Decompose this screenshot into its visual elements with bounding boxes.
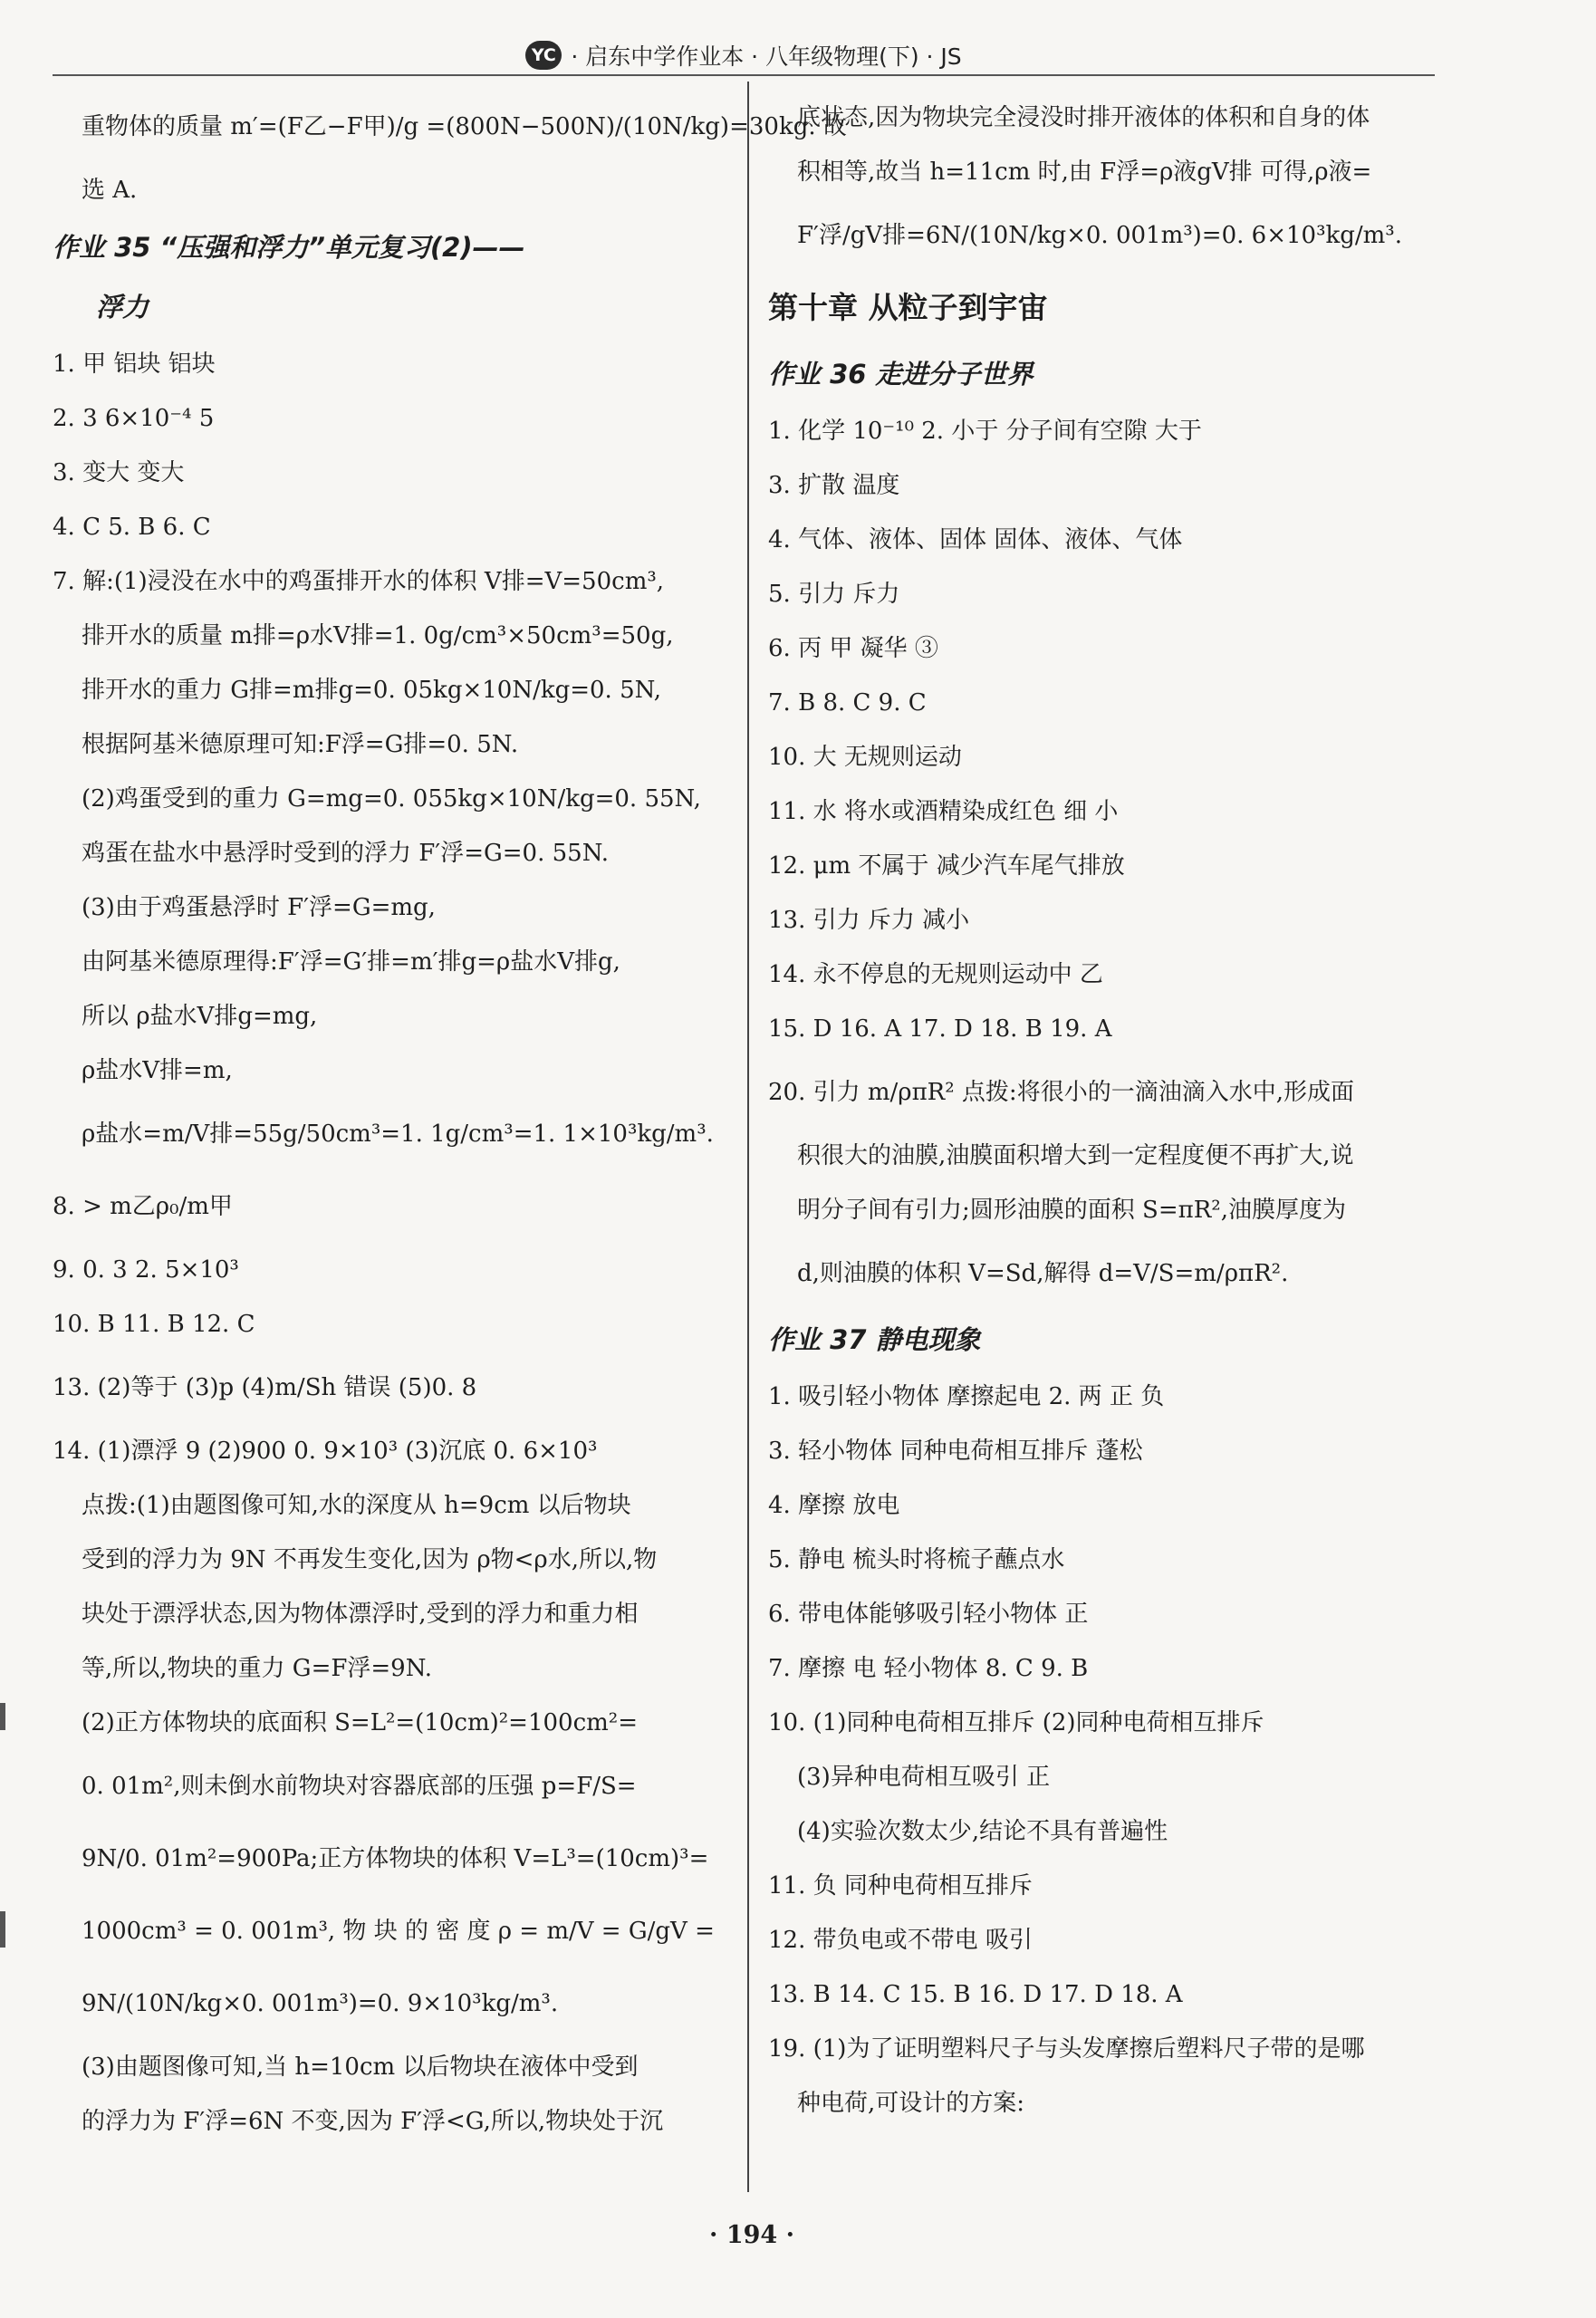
right-column bbox=[768, 91, 1447, 2130]
answer-line: d,则油膜的体积 V=Sd,解得 d=V/S=m/ρπR². bbox=[797, 1260, 1289, 1287]
answer-line: 5. 静电 梳头时将梳子蘸点水 bbox=[768, 1546, 1065, 1573]
answer-line: 12. μm 不属于 减少汽车尾气排放 bbox=[768, 852, 1125, 880]
answer-line: 19. (1)为了证明塑料尺子与头发摩擦后塑料尺子带的是哪 bbox=[768, 2035, 1365, 2063]
answer-line: 10. B 11. B 12. C bbox=[53, 1311, 255, 1338]
scan-edge-mark bbox=[0, 1911, 5, 1948]
section-heading: 浮力 bbox=[96, 292, 149, 322]
answer-line: 7. 解:(1)浸没在水中的鸡蛋排开水的体积 V排=V=50cm³, bbox=[53, 568, 665, 595]
answer-line: 7. B 8. C 9. C bbox=[768, 689, 927, 717]
answer-line: 鸡蛋在盐水中悬浮时受到的浮力 F′浮=G=0. 55N. bbox=[82, 840, 610, 867]
answer-line: 根据阿基米德原理可知:F浮=G排=0. 5N. bbox=[82, 731, 519, 758]
scan-edge-mark bbox=[0, 1703, 5, 1730]
answer-line: (2)鸡蛋受到的重力 G=mg=0. 055kg×10N/kg=0. 55N, bbox=[82, 785, 701, 813]
answer-line: 3. 轻小物体 同种电荷相互排斥 蓬松 bbox=[768, 1438, 1143, 1465]
answer-line: 3. 扩散 温度 bbox=[768, 472, 900, 499]
answer-line: 明分子间有引力;圆形油膜的面积 S=πR²,油膜厚度为 bbox=[797, 1197, 1346, 1224]
answer-line: 14. 永不停息的无规则运动中 乙 bbox=[768, 961, 1103, 988]
answer-line: 种电荷,可设计的方案: bbox=[797, 2090, 1025, 2117]
answer-line: 积相等,故当 h=11cm 时,由 F浮=ρ液gV排 可得,ρ液= bbox=[797, 159, 1372, 186]
answer-line: 等,所以,物块的重力 G=F浮=9N. bbox=[82, 1655, 433, 1682]
answer-line: 11. 水 将水或酒精染成红色 细 小 bbox=[768, 798, 1119, 825]
answer-line: 5. 引力 斥力 bbox=[768, 581, 900, 608]
answer-line: F′浮/gV排=6N/(10N/kg×0. 001m³)=0. 6×10³kg/m³. bbox=[797, 222, 1402, 249]
answer-line: 6. 带电体能够吸引轻小物体 正 bbox=[768, 1601, 1089, 1628]
answer-line: (3)由题图像可知,当 h=10cm 以后物块在液体中受到 bbox=[82, 2053, 639, 2081]
answer-line: 1. 吸引轻小物体 摩擦起电 2. 两 正 负 bbox=[768, 1383, 1165, 1410]
answer-line: 6. 丙 甲 凝华 ③ bbox=[768, 635, 938, 662]
answer-line: 9. 0. 3 2. 5×10³ bbox=[53, 1256, 239, 1284]
answer-line: 10. 大 无规则运动 bbox=[768, 744, 962, 771]
section-heading: 作业 37 静电现象 bbox=[768, 1324, 981, 1355]
answer-line: 11. 负 同种电荷相互排斥 bbox=[768, 1872, 1033, 1900]
answer-line: (4)实验次数太少,结论不具有普遍性 bbox=[797, 1818, 1168, 1845]
answer-line: 10. (1)同种电荷相互排斥 (2)同种电荷相互排斥 bbox=[768, 1709, 1264, 1736]
answer-line: 0. 01m²,则未倒水前物块对容器底部的压强 p=F/S= bbox=[82, 1773, 637, 1800]
answer-line: 20. 引力 m/ρπR² 点拨:将很小的一滴油滴入水中,形成面 bbox=[768, 1079, 1354, 1106]
answer-line: 13. 引力 斥力 减小 bbox=[768, 907, 970, 934]
answer-line: 3. 变大 变大 bbox=[53, 459, 185, 486]
answer-line: 7. 摩擦 电 轻小物体 8. C 9. B bbox=[768, 1655, 1089, 1682]
answer-line: 12. 带负电或不带电 吸引 bbox=[768, 1927, 1033, 1954]
section-heading: 作业 36 走进分子世界 bbox=[768, 359, 1034, 390]
section-heading: 作业 35 “压强和浮力”单元复习(2)—— bbox=[53, 232, 525, 263]
answer-line: 重物体的质量 m′=(F乙−F甲)/g =(800N−500N)/(10N/kg)=30kg. 故 bbox=[82, 113, 847, 140]
answer-line: 1. 化学 10⁻¹⁰ 2. 小于 分子间有空隙 大于 bbox=[768, 418, 1202, 445]
answer-line: 选 A. bbox=[82, 177, 138, 204]
answer-line: 1000cm³ = 0. 001m³, 物 块 的 密 度 ρ = m/V = G/gV = bbox=[82, 1918, 715, 1945]
column-divider bbox=[747, 82, 749, 2192]
answer-line: (3)由于鸡蛋悬浮时 F′浮=G=mg, bbox=[82, 894, 436, 921]
answer-line: 排开水的质量 m排=ρ水V排=1. 0g/cm³×50cm³=50g, bbox=[82, 622, 674, 649]
answer-line: 底状态,因为物块完全浸没时排开液体的体积和自身的体 bbox=[797, 104, 1370, 131]
answer-line: 受到的浮力为 9N 不再发生变化,因为 ρ物<ρ水,所以,物 bbox=[82, 1546, 658, 1573]
answer-line: 9N/(10N/kg×0. 001m³)=0. 9×10³kg/m³. bbox=[82, 1990, 559, 2017]
page-number: · 194 · bbox=[709, 2221, 794, 2249]
answer-line: ρ盐水=m/V排=55g/50cm³=1. 1g/cm³=1. 1×10³kg/m³. bbox=[82, 1121, 714, 1148]
answer-line: 13. B 14. C 15. B 16. D 17. D 18. A bbox=[768, 1981, 1183, 2008]
answer-line: 4. C 5. B 6. C bbox=[53, 514, 211, 541]
chapter-heading: 第十章 从粒子到宇宙 bbox=[768, 290, 1048, 325]
answer-line: 15. D 16. A 17. D 18. B 19. A bbox=[768, 1015, 1112, 1043]
answer-line: 1. 甲 铝块 铝块 bbox=[53, 351, 216, 378]
answer-line: 4. 气体、液体、固体 固体、液体、气体 bbox=[768, 526, 1183, 553]
answer-line: (3)异种电荷相互吸引 正 bbox=[797, 1764, 1051, 1791]
answer-line: 的浮力为 F′浮=6N 不变,因为 F′浮<G,所以,物块处于沉 bbox=[82, 2108, 664, 2135]
answer-line: (2)正方体物块的底面积 S=L²=(10cm)²=100cm²= bbox=[82, 1709, 639, 1736]
answer-line: 排开水的重力 G排=m排g=0. 05kg×10N/kg=0. 5N, bbox=[82, 677, 661, 704]
answer-line: 所以 ρ盐水V排g=mg, bbox=[82, 1003, 318, 1030]
header-title: · 启东中学作业本 · 八年级物理(下) · JS bbox=[571, 43, 962, 70]
answer-line: 由阿基米德原理得:F′浮=G′排=m′排g=ρ盐水V排g, bbox=[82, 948, 620, 976]
answer-line: 点拨:(1)由题图像可知,水的深度从 h=9cm 以后物块 bbox=[82, 1492, 631, 1519]
publisher-logo: YC bbox=[525, 41, 562, 70]
answer-line: 14. (1)漂浮 9 (2)900 0. 9×10³ (3)沉底 0. 6×10³ bbox=[53, 1438, 598, 1465]
answer-line: 9N/0. 01m²=900Pa;正方体物块的体积 V=L³=(10cm)³= bbox=[82, 1845, 709, 1872]
answer-line: 2. 3 6×10⁻⁴ 5 bbox=[53, 405, 215, 432]
answer-line: 积很大的油膜,油膜面积增大到一定程度便不再扩大,说 bbox=[797, 1142, 1354, 1169]
answer-line: 13. (2)等于 (3)p (4)m/Sh 错误 (5)0. 8 bbox=[53, 1374, 477, 1401]
page-header bbox=[53, 34, 1435, 76]
answer-line: ρ盐水V排=m, bbox=[82, 1057, 233, 1084]
header-divider bbox=[53, 74, 1435, 76]
answer-line: 块处于漂浮状态,因为物体漂浮时,受到的浮力和重力相 bbox=[82, 1601, 639, 1628]
answer-line: 4. 摩擦 放电 bbox=[768, 1492, 900, 1519]
answer-line: 8. > m乙ρ₀/m甲 bbox=[53, 1193, 233, 1220]
